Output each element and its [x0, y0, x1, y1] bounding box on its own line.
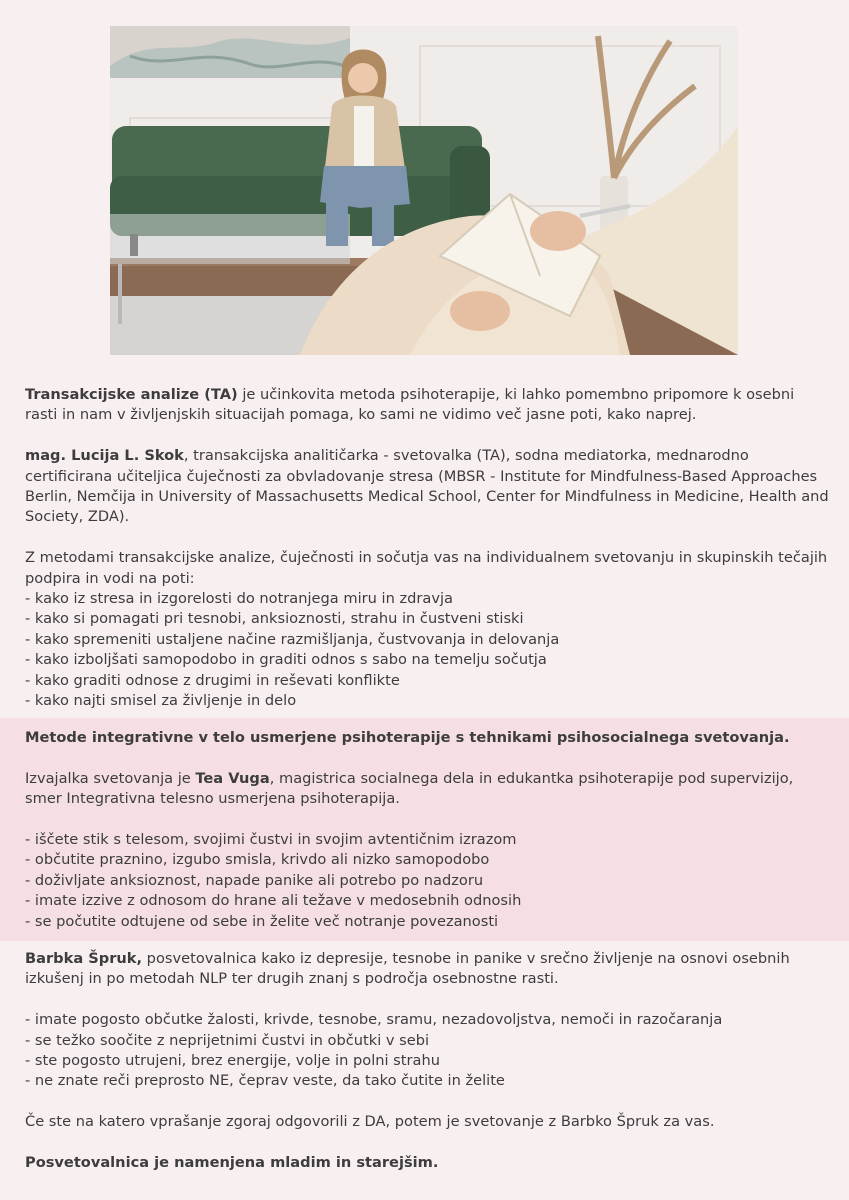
- list-item: - kako iz stresa in izgorelosti do notranjega miru in zdravja: [25, 590, 453, 608]
- list-item: - kako graditi odnose z drugimi in reševati konflikte: [25, 671, 400, 689]
- integrative-heading: Metode integrativne v telo usmerjene psihoterapije s tehnikami psihosocialnega svetovanja.: [25, 729, 790, 746]
- list-item: - ne znate reči preprosto NE, čeprav veste, da tako čutite in želite: [25, 1072, 505, 1090]
- list-item: - se počutite odtujene od sebe in želite več notranje povezanosti: [25, 912, 499, 930]
- list-item: - kako najti smisel za življenje in delo: [25, 692, 297, 710]
- therapy-photo: [110, 26, 738, 355]
- spruk-footer: Posvetovalnica je namenjena mladim in starejšim.: [25, 1154, 439, 1172]
- spruk-intro: Barbka Špruk, posvetovalnica kako iz depresije, tesnobe in panike v srečno življenje na osnovi osebnih izkušenj in po metodah NLP ter drugih znanj s področja osebnostne rasti.: [25, 950, 790, 988]
- list-item: - kako spremeniti ustaljene načine razmišljanja, čustvovanja in delovanja: [25, 630, 560, 648]
- section-barbka-spruk: [25, 949, 830, 1173]
- integrative-list: [25, 830, 830, 932]
- list-item: - doživljate anksioznost, napade panike ali potrebo po nadzoru: [25, 871, 484, 889]
- list-item: - kako izboljšati samopodobo in graditi odnos s sabo na temelju sočutja: [25, 651, 547, 669]
- ta-lead: Z metodami transakcijske analize, čuječnosti in sočutja vas na individualnem svetovanju in skupinskih tečajih podpira in vodi na poti:: [25, 549, 828, 587]
- ta-list: [25, 589, 830, 711]
- ta-bio: mag. Lucija L. Skok, transakcijska analitičarka - svetovalka (TA), sodna mediatorka, mednarodno certificirana učiteljica čuječnosti za obvladovanje stresa (MBSR - Institute for Mindfulness-Based Approaches Berlin, Nemčija in University of Massachusetts Medical School, Center for Mindfulness in Medicine, Health and Society, ZDA).: [25, 447, 829, 526]
- list-item: - se težko soočite z neprijetnimi čustvi in občutki v sebi: [25, 1031, 430, 1049]
- list-item: - imate izzive z odnosom do hrane ali težave v medosebnih odnosih: [25, 892, 522, 910]
- list-item: - iščete stik s telesom, svojimi čustvi in svojim avtentičnim izrazom: [25, 831, 517, 848]
- spruk-closing: Če ste na katero vprašanje zgoraj odgovorili z DA, potem je svetovanje z Barbko Špruk za vas.: [25, 1113, 715, 1131]
- section-integrative-psychotherapy: [25, 728, 830, 932]
- list-item: - kako si pomagati pri tesnobi, anksioznosti, strahu in čustveni stiski: [25, 610, 524, 628]
- list-item: - občutite praznino, izgubo smisla, krivdo ali nizko samopodobo: [25, 851, 490, 869]
- section-transactional-analysis: [25, 385, 830, 711]
- list-item: - imate pogosto občutke žalosti, krivde, tesnobe, sramu, nezadovoljstva, nemoči in razočaranja: [25, 1011, 723, 1029]
- integrative-intro: Izvajalka svetovanja je Tea Vuga, magistrica socialnega dela in edukantka psihoterapije pod supervizijo, smer Integrativna telesno usmerjena psihoterapija.: [25, 769, 794, 808]
- counselor-hand: [530, 211, 586, 251]
- therapy-illustration: [110, 26, 738, 355]
- glass-table: [110, 214, 350, 264]
- spruk-list: [25, 1010, 830, 1092]
- ta-intro: Transakcijske analize (TA) je učinkovita metoda psihoterapije, ki lahko pomembno pripomore k osebni rasti in nam v življenjskih situacijah pomaga, ko sami ne vidimo več jasne poti, kako naprej.: [25, 386, 795, 424]
- list-item: - ste pogosto utrujeni, brez energije, volje in polni strahu: [25, 1052, 440, 1070]
